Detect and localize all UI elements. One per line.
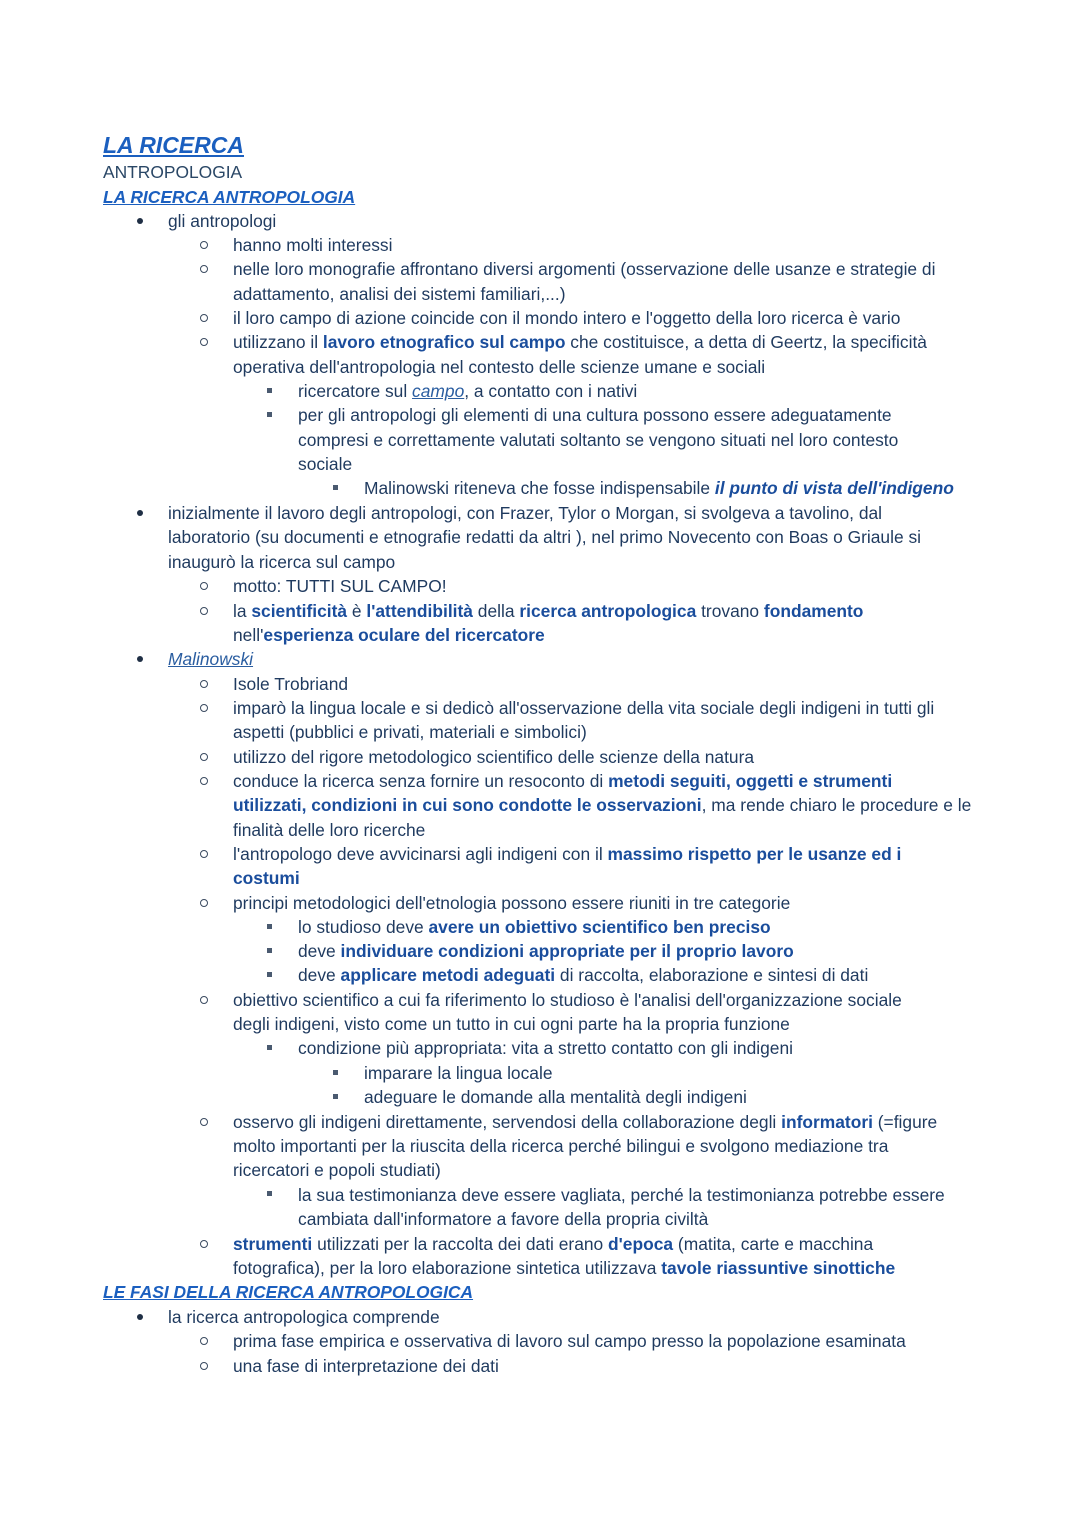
list-item: ricercatore sul campo, a contatto con i nativi bbox=[298, 381, 638, 401]
bullet-circle bbox=[200, 338, 208, 346]
page-subtitle: ANTROPOLOGIA bbox=[103, 162, 243, 182]
list-item-malinowski: Malinowski bbox=[168, 649, 254, 669]
bullet-circle bbox=[200, 1337, 208, 1345]
bullet-circle bbox=[200, 241, 208, 249]
bullet-circle bbox=[200, 753, 208, 761]
list-item-cont: inaugurò la ricerca sul campo bbox=[168, 552, 396, 572]
bullet-circle bbox=[200, 850, 208, 858]
bullet-circle bbox=[200, 1362, 208, 1370]
list-item: condizione più appropriata: vita a stretto contatto con gli indigeni bbox=[298, 1038, 793, 1058]
bullet-circle bbox=[200, 1240, 208, 1248]
bullet-square bbox=[267, 1045, 272, 1050]
list-item: per gli antropologi gli elementi di una cultura possono essere adeguatamente bbox=[298, 405, 892, 425]
list-item-cont: utilizzati, condizioni in cui sono condotte le osservazioni, ma rende chiaro le procedure e le bbox=[233, 795, 972, 815]
list-item: Malinowski riteneva che fosse indispensabile il punto di vista dell'indigeno bbox=[364, 478, 954, 498]
list-item: la ricerca antropologica comprende bbox=[168, 1307, 440, 1327]
bullet-circle bbox=[200, 607, 208, 615]
bullet-circle bbox=[200, 582, 208, 590]
bullet-square bbox=[267, 388, 272, 393]
list-item: lo studioso deve avere un obiettivo scientifico ben preciso bbox=[298, 917, 771, 937]
list-item-cont: operativa dell'antropologia nel contesto delle scienze umane e sociali bbox=[233, 357, 766, 377]
list-item: principi metodologici dell'etnologia possono essere riuniti in tre categorie bbox=[233, 893, 791, 913]
bullet-circle bbox=[200, 265, 208, 273]
list-item-cont: nell'esperienza oculare del ricercatore bbox=[233, 625, 545, 645]
list-item: inizialmente il lavoro degli antropologi, con Frazer, Tylor o Morgan, si svolgeva a tavolino, dal bbox=[168, 503, 883, 523]
bullet-square bbox=[267, 412, 272, 417]
list-item-cont: laboratorio (su documenti e etnografie redatti da altri ), nel primo Novecento con Boas o Griaule si bbox=[168, 527, 922, 547]
list-item: la scientificità è l'attendibilità della ricerca antropologica trovano fondamento bbox=[233, 601, 864, 621]
list-item: strumenti utilizzati per la raccolta dei dati erano d'epoca (matita, carte e macchina bbox=[233, 1234, 874, 1254]
list-item: utilizzo del rigore metodologico scientifico delle scienze della natura bbox=[233, 747, 755, 767]
list-item-cont: sociale bbox=[298, 454, 353, 474]
bullet-square bbox=[333, 1070, 338, 1075]
list-item-cont: degli indigeni, visto come un tutto in cui ogni parte ha la propria funzione bbox=[233, 1014, 790, 1034]
bullet-square bbox=[267, 972, 272, 977]
bullet-square bbox=[333, 485, 338, 490]
list-item-cont: aspetti (pubblici e privati, materiali e simbolici) bbox=[233, 722, 587, 742]
list-item-cont: fotografica), per la loro elaborazione sintetica utilizzava tavole riassuntive sinottiche bbox=[233, 1258, 896, 1278]
bullet-disc bbox=[137, 510, 143, 516]
list-item: utilizzano il lavoro etnografico sul campo che costituisce, a detta di Geertz, la specificità bbox=[233, 332, 927, 352]
list-item: hanno molti interessi bbox=[233, 235, 393, 255]
list-item: prima fase empirica e osservativa di lavoro sul campo presso la popolazione esaminata bbox=[233, 1331, 906, 1351]
list-item: Isole Trobriand bbox=[233, 674, 349, 694]
list-item: nelle loro monografie affrontano diversi argomenti (osservazione delle usanze e strategie di bbox=[233, 259, 936, 279]
page-title: LA RICERCA bbox=[103, 132, 244, 158]
list-item-cont: costumi bbox=[233, 868, 300, 888]
list-item: gli antropologi bbox=[168, 211, 277, 231]
list-item: adeguare le domande alla mentalità degli indigeni bbox=[364, 1087, 747, 1107]
bullet-circle bbox=[200, 996, 208, 1004]
list-item: obiettivo scientifico a cui fa riferimento lo studioso è l'analisi dell'organizzazione sociale bbox=[233, 990, 902, 1010]
bullet-circle bbox=[200, 777, 208, 785]
list-item: motto: TUTTI SUL CAMPO! bbox=[233, 576, 447, 596]
bullet-circle bbox=[200, 704, 208, 712]
list-item: deve individuare condizioni appropriate per il proprio lavoro bbox=[298, 941, 794, 961]
bullet-disc bbox=[137, 656, 143, 662]
list-item-cont: finalità delle loro ricerche bbox=[233, 820, 426, 840]
bullet-circle bbox=[200, 314, 208, 322]
list-item: una fase di interpretazione dei dati bbox=[233, 1356, 499, 1376]
list-item-cont: cambiata dall'informatore a favore della propria civiltà bbox=[298, 1209, 709, 1229]
list-item: l'antropologo deve avvicinarsi agli indigeni con il massimo rispetto per le usanze ed i bbox=[233, 844, 902, 864]
list-item-cont: ricercatori e popoli studiati) bbox=[233, 1160, 441, 1180]
list-item: imparò la lingua locale e si dedicò all'osservazione della vita sociale degli indigeni in tutti gli bbox=[233, 698, 935, 718]
bullet-square bbox=[333, 1094, 338, 1099]
list-item: il loro campo di azione coincide con il mondo intero e l'oggetto della loro ricerca è vario bbox=[233, 308, 901, 328]
list-item-cont: adattamento, analisi dei sistemi familiari,...) bbox=[233, 284, 566, 304]
bullet-circle bbox=[200, 680, 208, 688]
list-item: osservo gli indigeni direttamente, servendosi della collaborazione degli informatori (=figure bbox=[233, 1112, 938, 1132]
list-item: conduce la ricerca senza fornire un resoconto di metodi seguiti, oggetti e strumenti bbox=[233, 771, 893, 791]
list-item: imparare la lingua locale bbox=[364, 1063, 553, 1083]
bullet-circle bbox=[200, 899, 208, 907]
list-item: deve applicare metodi adeguati di raccolta, elaborazione e sintesi di dati bbox=[298, 965, 869, 985]
list-item-cont: molto importanti per la riuscita della ricerca perché bilingui e svolgono mediazione tra bbox=[233, 1136, 889, 1156]
list-item: la sua testimonianza deve essere vagliata, perché la testimonianza potrebbe essere bbox=[298, 1185, 945, 1205]
bullet-square bbox=[267, 924, 272, 929]
bullet-disc bbox=[137, 218, 143, 224]
bullet-disc bbox=[137, 1314, 143, 1320]
list-item-cont: compresi e correttamente valutati soltanto se vengono situati nel loro contesto bbox=[298, 430, 899, 450]
bullet-square bbox=[267, 948, 272, 953]
section-heading-ricerca: LA RICERCA ANTROPOLOGIA bbox=[103, 187, 356, 207]
bullet-square bbox=[267, 1191, 272, 1196]
bullet-circle bbox=[200, 1118, 208, 1126]
section-heading-fasi: LE FASI DELLA RICERCA ANTROPOLOGICA bbox=[103, 1282, 474, 1302]
